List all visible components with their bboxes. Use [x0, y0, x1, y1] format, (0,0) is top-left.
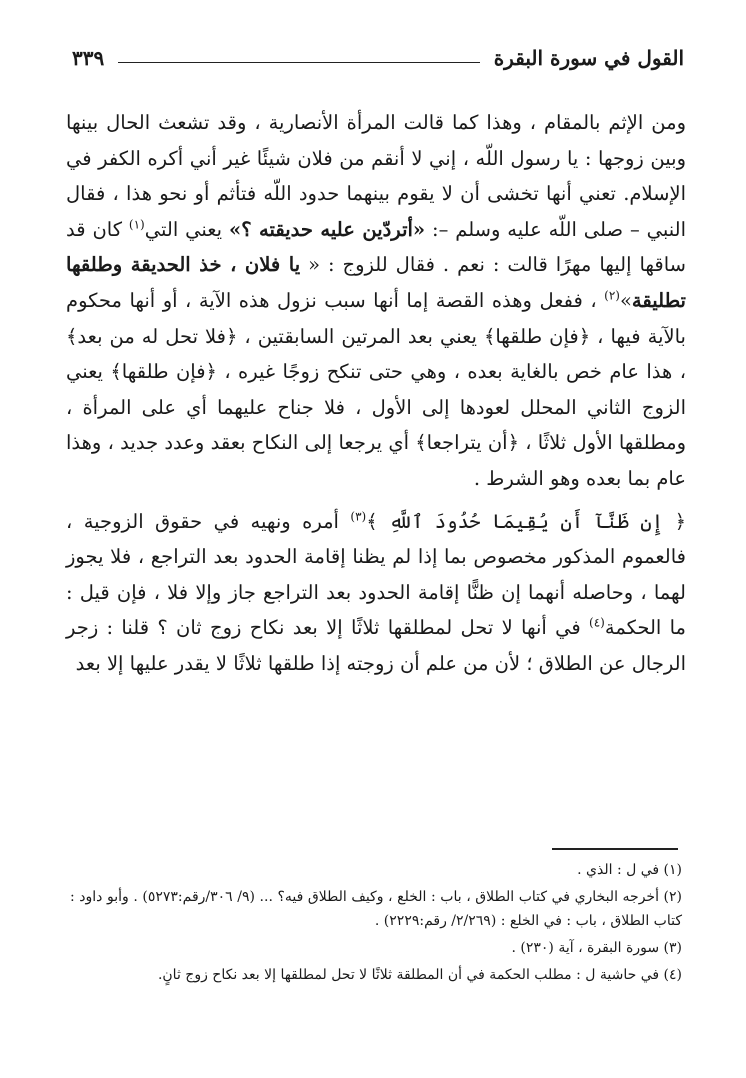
footnote-2: (٢) أخرجه البخاري في كتاب الطلاق ، باب : الخلع ، وكيف الطلاق فيه؟ ... (٩/ ٣٠٦/رقم:٥٢٧٣) . وأبو داود : كتاب الطلاق ، باب : في الخلع : (٢/٢٦٩/ رقم:٢٢٢٩) .	[70, 889, 683, 929]
hadith-quote: يا فلان ، خذ الحديقة وطلقها تطليقة	[66, 253, 686, 312]
footnote-separator	[552, 848, 678, 850]
text-run: أمره ونهيه في حقوق الزوجية ، فالعموم المذكور مخصوص بما إذا لم يظنا إقامة الحدود بعد التراجع ، فلا يجوز لهما ، وحاصله أنهما إن ظنًّا إقامة الحدود بعد التراجع جاز وإلا فلا ، فإن قيل : ما الحكمة	[66, 509, 687, 640]
text-run: »	[619, 288, 632, 312]
hadith-quote: «أتردّين عليه حديقته ؟»	[229, 217, 426, 241]
footnote-1: (١) في ل : الذي .	[577, 862, 682, 878]
footnotes	[70, 858, 682, 987]
quran-verse: ﴿ إِن ظَنَّآ أَن يُقِيمَا حُدُودَ ٱللَّهِ ﴾	[366, 509, 686, 533]
text-run: في أنها لا تحل لمطلقها ثلاثًا إلا بعد نكاح زوج ثان ؟ قلنا : زجر الرجال عن الطلاق ؛ لأن من علم أن زوجته إذا طلقها ثلاثًا لا يقدر عليها إلا بعد	[66, 616, 686, 675]
text-run: ومن الإثم بالمقام ، وهذا كما قالت المرأة الأنصارية ، وقد تشعث الحال بينها وبين زوجها : يا رسول اللّه ، إني لا أنقم من فلان شيئًا غير أني أكره الكفر في الإسلام. تعني أنها تخشى أن لا يقوم بينهما حدود اللّه فتأثم أو نحو هذا ، فقال النبي – صلى اللّه عليه وسلم –:	[66, 111, 686, 241]
main-text	[66, 105, 686, 682]
footnote-3: (٣) سورة البقرة ، آية (٢٣٠) .	[511, 940, 682, 956]
paragraph-2	[66, 504, 686, 682]
text-run: يعني التي	[144, 217, 229, 241]
footnote-ref-2: (٢)	[604, 288, 620, 303]
footnote-4: (٤) في حاشية ل : مطلب الحكمة في أن المطلقة ثلاثًا لا تحل لمطلقها إلا بعد نكاح زوج ثانٍ.	[157, 967, 682, 983]
text-run: ، ففعل وهذه القصة إما أنها سبب نزول هذه الآية ، أو أنها محكوم بالآية فيها ، ﴿فإن طلقها﴾ يعني بعد المرتين السابقتين ، ﴿فلا تحل له من بعد﴾ ، هذا عام خص بالغاية بعده ، وهي حتى تنكح زوجًا غيره ، ﴿فإن طلقها﴾ يعني الزوج الثاني المحلل لعودها إلى الأول ، فلا جناح عليهما أي على المرأة ، ومطلقها الأول ثلاثًا ، ﴿أن يتراجعا﴾ أي يرجعا إلى النكاح بعقد وعدد جديد ، وهذا عام بما بعده وهو الشرط .	[66, 288, 686, 490]
header-rule	[118, 62, 479, 63]
running-title: القول في سورة البقرة	[493, 46, 684, 70]
text-run: كان قد ساقها إليها مهرًا قالت : نعم . فقال للزوج : «	[66, 217, 686, 277]
page-header	[72, 38, 684, 78]
page-number: ٣٣٩	[72, 46, 105, 70]
footnote-ref-4: (٤)	[589, 615, 605, 630]
footnote-ref-1: (١)	[128, 217, 145, 232]
paragraph-1	[66, 105, 686, 497]
footnote-ref-3: (٣)	[350, 509, 367, 524]
